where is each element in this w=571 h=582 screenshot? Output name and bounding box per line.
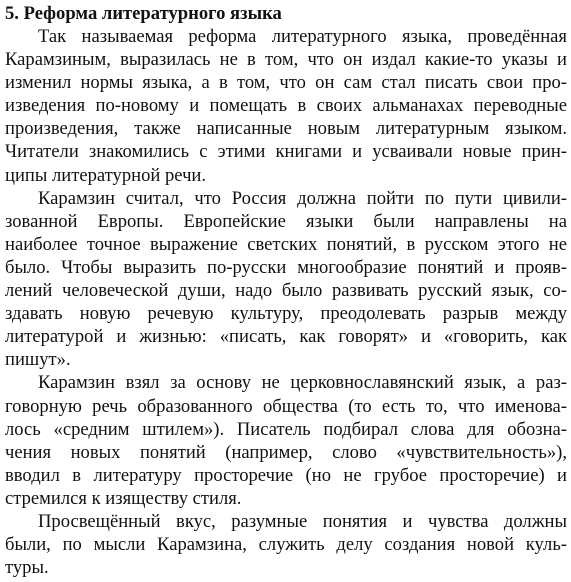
paragraph-1 [5, 25, 567, 187]
text-line: туры. [5, 557, 49, 579]
text-line: стремился к изяществу стиля. [5, 487, 242, 509]
text-line: вводил в литературу просторечие (но не грубое просторечие) и [5, 464, 567, 486]
text-line: Карамзин взял за основу не церковнославянский язык, а раз- [38, 372, 567, 394]
text-line: изменил нормы языка, а в том, что он сам стал писать свои про- [5, 72, 567, 94]
text-line: пишут». [5, 349, 71, 371]
section-title: 5. Реформа литературного языка [5, 3, 282, 24]
text-line: лений человеческой души, надо было развивать русский язык, со- [5, 280, 567, 302]
text-line: ципы литературной речи. [5, 164, 207, 186]
text-line: Так называемая реформа литературного языка, проведённая [38, 26, 567, 47]
text-line: произведения, также написанные новым литературным языком. [5, 118, 567, 140]
text-line: Карамзин считал, что Россия должна пойти по пути цивили- [38, 187, 567, 209]
text-line: здавать новую речевую культуру, преодолевать разрыв между [5, 303, 567, 325]
text-line: было. Чтобы выразить по-русски многообразие понятий и прояв- [5, 256, 567, 278]
text-line: зованной Европы. Европейские языки были направлены на [5, 210, 567, 232]
text-line: Карамзиным, выразилась не в том, что он издал какие-то указы и [5, 49, 567, 71]
text-line: лось «средним штилем»). Писатель подбирал слова для обозна- [5, 418, 567, 440]
text-line: литературой и жизнью: «писать, как говорят» и «говорить, как [5, 326, 567, 348]
text-line: Читатели знакомились с этими книгами и усваивали новые прин- [5, 141, 567, 163]
paragraph-4 [5, 510, 567, 579]
paragraph-2 [5, 187, 567, 372]
text-line: наиболее точное выражение светских понятий, в русском этого не [5, 233, 567, 255]
paragraph-3 [5, 371, 567, 510]
text-line: Просвещённый вкус, разумные понятия и чувства должны [38, 510, 567, 532]
text-line: были, по мысли Карамзина, служить делу создания новой куль- [5, 534, 567, 556]
text-line: говорную речь образованного общества (то есть то, что именова- [5, 395, 567, 417]
text-line: изведения по-новому и помещать в своих альманахах переводные [5, 95, 567, 117]
text-line: чения новых понятий (например, слово «чувствительность»), [5, 441, 567, 463]
